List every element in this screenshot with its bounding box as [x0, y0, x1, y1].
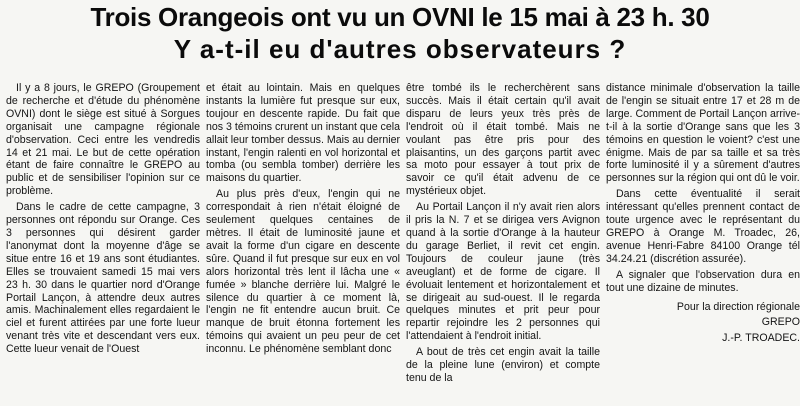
paragraph: être tombé ils le recherchèrent sans succès. Mais il était certain qu'il avait disparu de leurs yeux très près de l'endroit où il était tombé. Mais ne voulant pas être pris pour des plaisantins, un des garçons partit avec sa moto pour essayer à tout prix de savoir ce qu'il était advenu de ce mystérieux objet. [406, 82, 600, 198]
signature-line: Pour la direction régionale [676, 300, 800, 313]
paragraph: Dans cette éventualité il serait intéressant qu'elles prennent contact de toute urgence avec le représentant du GREPO à Orange M. Troadec, 26, avenue Henri-Fabre 84100 Orange tél 34.24.21 (discrétion assurée). [606, 188, 800, 265]
paragraph: distance minimale d'observation la taille de l'engin se situait entre 17 et 28 m de large. Comment de Portail Lançon arrive-t-il à la sortie d'Orange sans que les 3 témoins en question le voient? c'est une énigme. Mais de par sa taille et sa très forte luminosité il y a sûrement d'autres personnes sur la région qui ont dû le voir. [606, 82, 800, 185]
article-column-4 [606, 82, 800, 406]
paragraph: Au plus près d'eux, l'engin qui ne correspondait à rien n'était éloigné de seulement quelques centaines de mètres. Il était de luminosité jaune et avait la forme d'un cigare en descente sûre. Quand il fut presque sur eux en vol alors horizontal très lent il lâcha une « fumée » blanche derrière lui. Malgré le silence du quartier à ce moment là, l'engin ne fit entendre aucun bruit. Ce manque de bruit étonna fortement les témoins qui avaient un peu peur de cet inconnu. Le phénomène semblant donc [206, 188, 400, 356]
paragraph: Dans le cadre de cette campagne, 3 personnes ont répondu sur Orange. Ces 3 personnes qui désirent garder l'anonymat dont la moyenne d'âge se situe entre 16 et 19 ans sont étudiantes. Elles se trouvaient samedi 15 mai vers 23 h. 30 dans le quartier nord d'Orange Portail Lançon, à attendre deux autres amis. Machinalement elles regardaient le ciel et furent attirées par une forte lueur venant très vite et descendant vers eux. Cette lueur venait de l'Ouest [6, 201, 200, 356]
article-column-3 [406, 82, 600, 406]
signature-name: J.-P. TROADEC. [722, 332, 800, 345]
paragraph: A signaler que l'observation dura en tout une dizaine de minutes. [606, 268, 800, 294]
article-column-2 [206, 82, 400, 406]
subheadline: Y a-t-il eu d'autres observateurs ? [173, 34, 627, 64]
paragraph: A bout de très cet engin avait la taille de la pleine lune (environ) et compte tenu de la [406, 346, 600, 384]
paragraph: Au Portail Lançon il n'y avait rien alors il pris la N. 7 et se dirigea vers Avignon quand à la sortie d'Orange à la hauteur du garage Berliet, il revit cet engin. Toujours de couleur jaune (très aveuglant) et de forme de cigare. Il évoluait lentement et horizontalement et se dirigeait au sud-ouest. Il le regarda quelques minutes et prit peur pour repartir rejoindre les 2 personnes qui l'attendaient à l'endroit initial. [406, 201, 600, 343]
article-column-1 [6, 82, 200, 406]
signature-org: GREPO [761, 316, 800, 329]
paragraph: et était au lointain. Mais en quelques instants la lumière fut presque sur eux, toujour en descente rapide. Du fait que nos 3 témoins crurent un instant que cela allait leur tomber dessus. Mais au dernier instant, l'engin ralenti en vol horizontal et tomba (ou sembla tomber) derrière les maisons du quartier. [206, 82, 400, 185]
paragraph: Il y a 8 jours, le GREPO (Groupement de recherche et d'étude du phénomène OVNI) dont le siège est situé à Sorgues organisait une campagne régionale d'observation. Ceci entre les vendredis 14 et 21 mai. Le but de cette opération étant de faire connaître le GREPO au public et de sensibiliser l'opinion sur ce problème. [6, 82, 200, 198]
headline: Trois Orangeois ont vu un OVNI le 15 mai à 23 h. 30 [90, 2, 710, 32]
